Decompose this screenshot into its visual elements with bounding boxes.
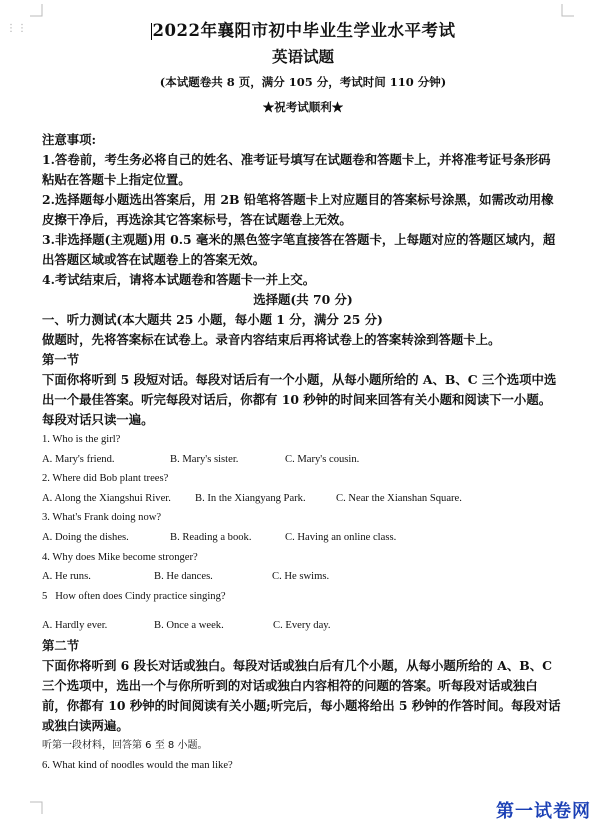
question-2: 2. Where did Bob plant trees? — [42, 473, 169, 485]
site-watermark: 第一试卷网 — [496, 801, 591, 822]
good-luck-line: ★祝考试顺利★ — [262, 100, 344, 114]
option-c: C. Having an online class. — [285, 531, 397, 543]
text-cursor — [151, 23, 152, 40]
option-a: A. He runs. — [42, 571, 91, 583]
options-3 — [42, 528, 564, 548]
note-line: 皮擦干净后，再选涂其它答案标号，答在试题卷上无效。 — [42, 212, 352, 227]
section1-instruction: 出一个最佳答案。听完每段对话后，你都有 10 秒钟的时间来回答有关小题和阅读下一小题。 — [42, 392, 552, 407]
part1-heading: 一、听力测试(本大题共 25 小题，每小题 1 分，满分 25 分) — [42, 312, 383, 327]
exam-info: (本试题卷共 8 页，满分 105 分，考试时间 110 分钟) — [159, 75, 447, 89]
crop-mark-top-left — [30, 4, 44, 18]
crop-mark-bottom-left — [30, 800, 44, 814]
note-line: 1.答卷前，考生务必将自己的姓名、准考证号填写在试题卷和答题卡上，并将准考证号条形码 — [42, 152, 551, 167]
option-b: B. Mary's sister. — [170, 453, 239, 465]
option-a: A. Mary's friend. — [42, 453, 115, 465]
section1-heading: 第一节 — [42, 352, 80, 367]
drag-handle-icon[interactable]: ⋮⋮ — [6, 23, 28, 34]
section2-instruction: 或独白读两遍。 — [42, 717, 129, 733]
option-a: A. Doing the dishes. — [42, 531, 129, 543]
material-instruction: 听第一段材料，回答第 6 至 8 小题。 — [42, 739, 208, 751]
option-c: C. He swims. — [272, 571, 330, 583]
options-2 — [42, 489, 564, 509]
option-c: C. Mary's cousin. — [285, 453, 360, 465]
note-line: 3.非选择题(主观题)用 0.5 毫米的黑色签字笔直接答在答题卡，上每题对应的答题区域内，超 — [42, 232, 556, 247]
question-5: 5 How often does Cindy practice singing? — [42, 590, 226, 602]
option-c: C. Near the Xianshan Square. — [336, 492, 462, 504]
section2-instruction: 前，你都有 10 秒钟的时间阅读有关小题;听完后，每小题将给出 5 秒钟的作答时间。每段对话 — [42, 697, 561, 713]
question-4: 4. Why does Mike become stronger? — [42, 551, 198, 563]
option-c: C. Every day. — [273, 620, 331, 632]
notes-heading: 注意事项: — [42, 132, 97, 147]
options-1 — [42, 450, 564, 470]
note-line: 2.选择题每小题选出答案后，用 2B 铅笔将答题卡上对应题目的答案标号涂黑，如需改动用橡 — [42, 192, 554, 207]
subject-title: 英语试题 — [271, 47, 334, 66]
exam-title: 2022年襄阳市初中毕业生学业水平考试 — [152, 21, 456, 40]
option-b: B. In the Xiangyang Park. — [195, 492, 306, 504]
document-page — [42, 18, 564, 776]
choice-section-heading: 选择题(共 70 分) — [253, 292, 353, 307]
note-line: 粘贴在答题卡上指定位置。 — [42, 172, 191, 187]
note-line: 4.考试结束后，请将本试题卷和答题卡一并上交。 — [42, 272, 316, 287]
option-b: B. Reading a book. — [170, 531, 252, 543]
section2-instruction: 下面你将听到 6 段长对话或独白。每段对话或独白后有几个小题，从每小题所给的 A、B、C — [42, 657, 552, 673]
options-5 — [42, 616, 564, 636]
option-a: A. Along the Xiangshui River. — [42, 492, 171, 504]
option-b: B. Once a week. — [154, 620, 224, 632]
section1-instruction: 下面你将听到 5 段短对话。每段对话后有一个小题，从每小题所给的 A、B、C 三个选项中选 — [42, 372, 557, 387]
option-b: B. He dances. — [154, 571, 213, 583]
section2-heading: 第二节 — [42, 637, 80, 653]
option-a: A. Hardly ever. — [42, 620, 108, 632]
question-1: 1. Who is the girl? — [42, 434, 121, 445]
note-line: 出答题区域或答在试题卷上的答案无效。 — [42, 252, 266, 267]
question-6: 6. What kind of noodles would the man like? — [42, 759, 233, 771]
part1-instruction: 做题时，先将答案标在试卷上。录音内容结束后再将试卷上的答案转涂到答题卡上。 — [42, 332, 501, 347]
question-3: 3. What's Frank doing now? — [42, 512, 162, 524]
section1-instruction: 每段对话只读一遍。 — [42, 412, 154, 427]
section2-instruction: 三个选项中，选出一个与你所听到的对话或独白内容相符的问题的答案。听每段对话或独白 — [42, 677, 538, 693]
crop-mark-top-right — [560, 4, 574, 18]
options-4 — [42, 567, 564, 587]
